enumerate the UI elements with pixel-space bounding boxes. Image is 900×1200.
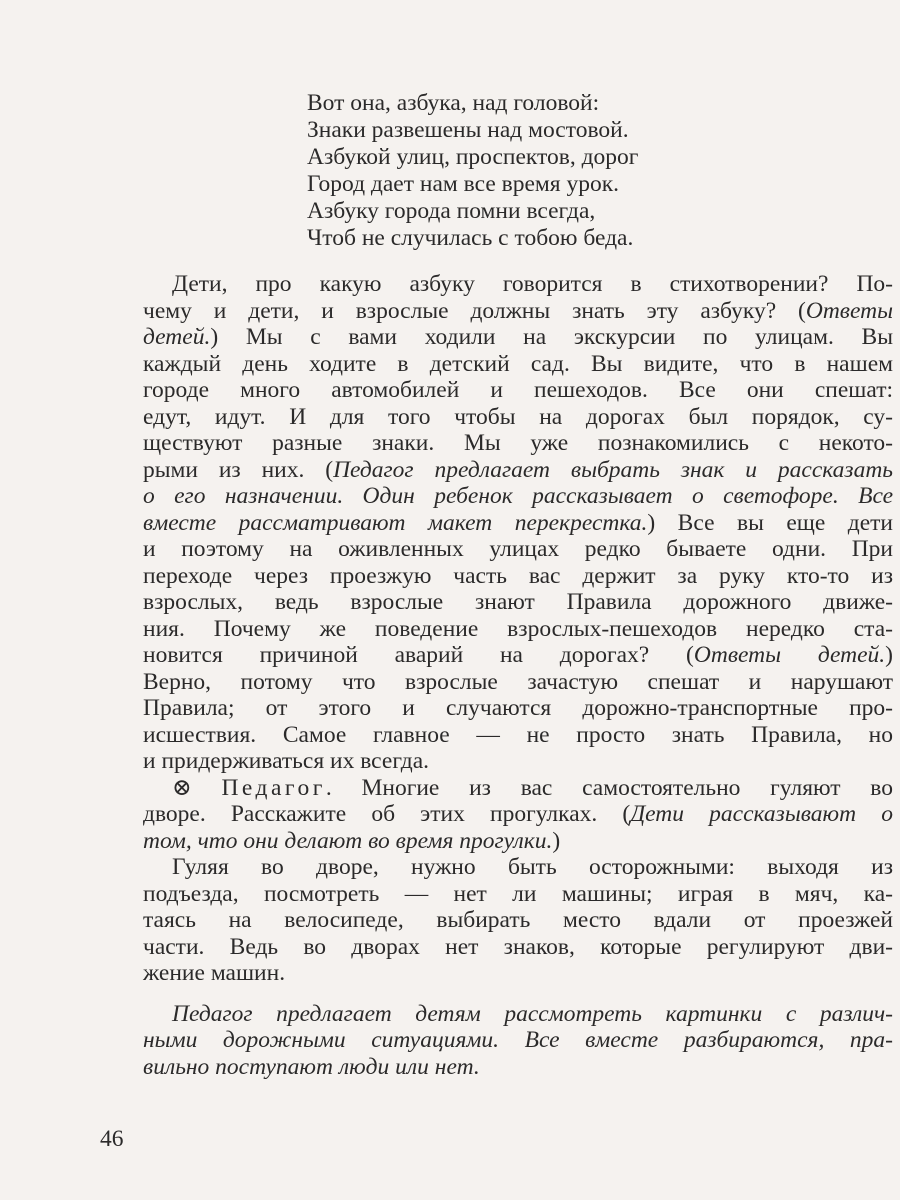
- text-segment: переходе через проезжую часть вас держит за руку кто-то из: [143, 562, 893, 589]
- text-segment: Дети, про какую азбуку говорится в стихотворении? По-: [172, 271, 893, 297]
- text-segment: чему и дети, и взрослые должны знать эту азбуку? (: [143, 297, 806, 324]
- paragraph: [143, 1001, 893, 1081]
- italic-text: ными дорожными ситуациями. Все вместе разбираются, пра-: [143, 1027, 893, 1053]
- page-number: 46: [100, 1126, 124, 1152]
- text-line: [143, 1001, 893, 1028]
- text-line: [143, 430, 893, 457]
- text-line: [143, 801, 893, 828]
- italic-text: Дети рассказывают о: [630, 801, 893, 827]
- paragraph: [143, 271, 893, 775]
- text-line: [143, 854, 893, 881]
- text-segment: Верно, потому что взрослые зачастую спешат и нарушают: [143, 668, 893, 695]
- text-segment: дворе. Расскажите об этих прогулках. (: [143, 801, 631, 827]
- poem-line: Знаки развешены над мостовой.: [307, 117, 629, 143]
- poem-line: Азбукой улиц, проспектов, дорог: [307, 144, 639, 170]
- poem: [307, 90, 638, 252]
- paragraph: [143, 775, 893, 855]
- speaker-label: Педагог: [221, 774, 326, 801]
- text-segment: рыми из них. (: [143, 456, 334, 483]
- poem-line: Чтоб не случилась с тобою беда.: [307, 225, 634, 251]
- text-line: [143, 510, 893, 537]
- text-segment: Гуляя во дворе, нужно быть осторожными: выходя из: [172, 854, 893, 880]
- text-line: [143, 907, 893, 934]
- text-segment: ния. Почему же поведение взрослых-пешеходов нередко ста-: [143, 615, 893, 642]
- italic-text: вместе рассматривают макет перекрестка.: [143, 509, 648, 536]
- text-line: [143, 563, 893, 590]
- italic-text: детей.: [143, 324, 211, 350]
- text-line: [143, 748, 893, 775]
- text-line: [143, 589, 893, 616]
- text-segment: каждый день ходите в детский сад. Вы видите, что в нашем: [143, 350, 893, 377]
- text-line: [143, 324, 893, 351]
- text-line: [143, 828, 893, 855]
- italic-text: Ответы детей.: [693, 642, 886, 668]
- text-segment: и придерживаться их всегда.: [143, 748, 430, 774]
- text-segment: таясь на велосипеде, выбирать место вдали от проезжей: [143, 907, 893, 933]
- text-line: [143, 642, 893, 669]
- text-line: [143, 1027, 893, 1054]
- text-line: [143, 483, 893, 510]
- text-segment: ): [552, 827, 561, 854]
- italic-text: Ответы: [805, 297, 893, 324]
- poem-line: Азбуку города помни всегда,: [307, 198, 596, 224]
- italic-text: том, что они делают во время прогулки.: [143, 827, 553, 854]
- text-line: [143, 457, 893, 484]
- italic-text: о его назначении. Один ребенок рассказывает о светофоре. Все: [143, 483, 893, 509]
- text-segment: взрослых, ведь взрослые знают Правила дорожного движе-: [143, 589, 893, 615]
- text-line: [143, 1054, 893, 1081]
- text-segment: ) Мы с вами ходили на экскурсии по улицам. Вы: [210, 324, 893, 350]
- poem-line: Город дает нам все время урок.: [307, 171, 619, 197]
- text-segment: ществуют разные знаки. Мы уже познакомились с некото-: [143, 430, 893, 456]
- text-segment: подъезда, посмотреть — нет ли машины; играя в мяч, ка-: [143, 880, 893, 907]
- text-line: [143, 960, 893, 987]
- text-segment: городе много автомобилей и пешеходов. Все они спешат:: [143, 377, 893, 403]
- text-segment: едут, идут. И для того чтобы на дорогах был порядок, су-: [143, 403, 893, 430]
- text-segment: ) Все вы еще дети: [647, 509, 893, 536]
- text-segment: Правила; от этого и случаются дорожно-транспортные про-: [143, 695, 893, 721]
- text-segment: ⊗: [172, 774, 222, 801]
- text-line: [143, 934, 893, 961]
- text-line: [143, 775, 893, 802]
- body-text: [143, 271, 893, 1080]
- text-segment: новится причиной аварий на дорогах? (: [143, 642, 694, 668]
- text-segment: исшествия. Самое главное — не просто знать Правила, но: [143, 721, 893, 748]
- text-line: [143, 377, 893, 404]
- text-segment: части. Ведь во дворах нет знаков, которые регулируют дви-: [143, 933, 893, 960]
- italic-text: Педагог предлагает детям рассмотреть картинки с различ-: [172, 1000, 893, 1027]
- text-line: [143, 881, 893, 908]
- text-line: [143, 351, 893, 378]
- text-line: [143, 695, 893, 722]
- poem-line: Вот она, азбука, над головой:: [307, 90, 600, 116]
- italic-text: Педагог предлагает выбрать знак и рассказать: [333, 456, 893, 483]
- text-segment: жение машин.: [143, 960, 286, 986]
- text-line: [143, 298, 893, 325]
- paragraph: [143, 854, 893, 987]
- text-line: [143, 669, 893, 696]
- text-line: [143, 404, 893, 431]
- text-line: [143, 271, 893, 298]
- text-line: [143, 616, 893, 643]
- italic-text: вильно поступают люди или нет.: [143, 1053, 480, 1080]
- text-line: [143, 722, 893, 749]
- text-line: [143, 536, 893, 563]
- text-segment: и поэтому на оживленных улицах редко бываете одни. При: [143, 536, 893, 562]
- text-segment: . Многие из вас самостоятельно гуляют во: [325, 774, 893, 801]
- text-segment: ): [885, 642, 893, 668]
